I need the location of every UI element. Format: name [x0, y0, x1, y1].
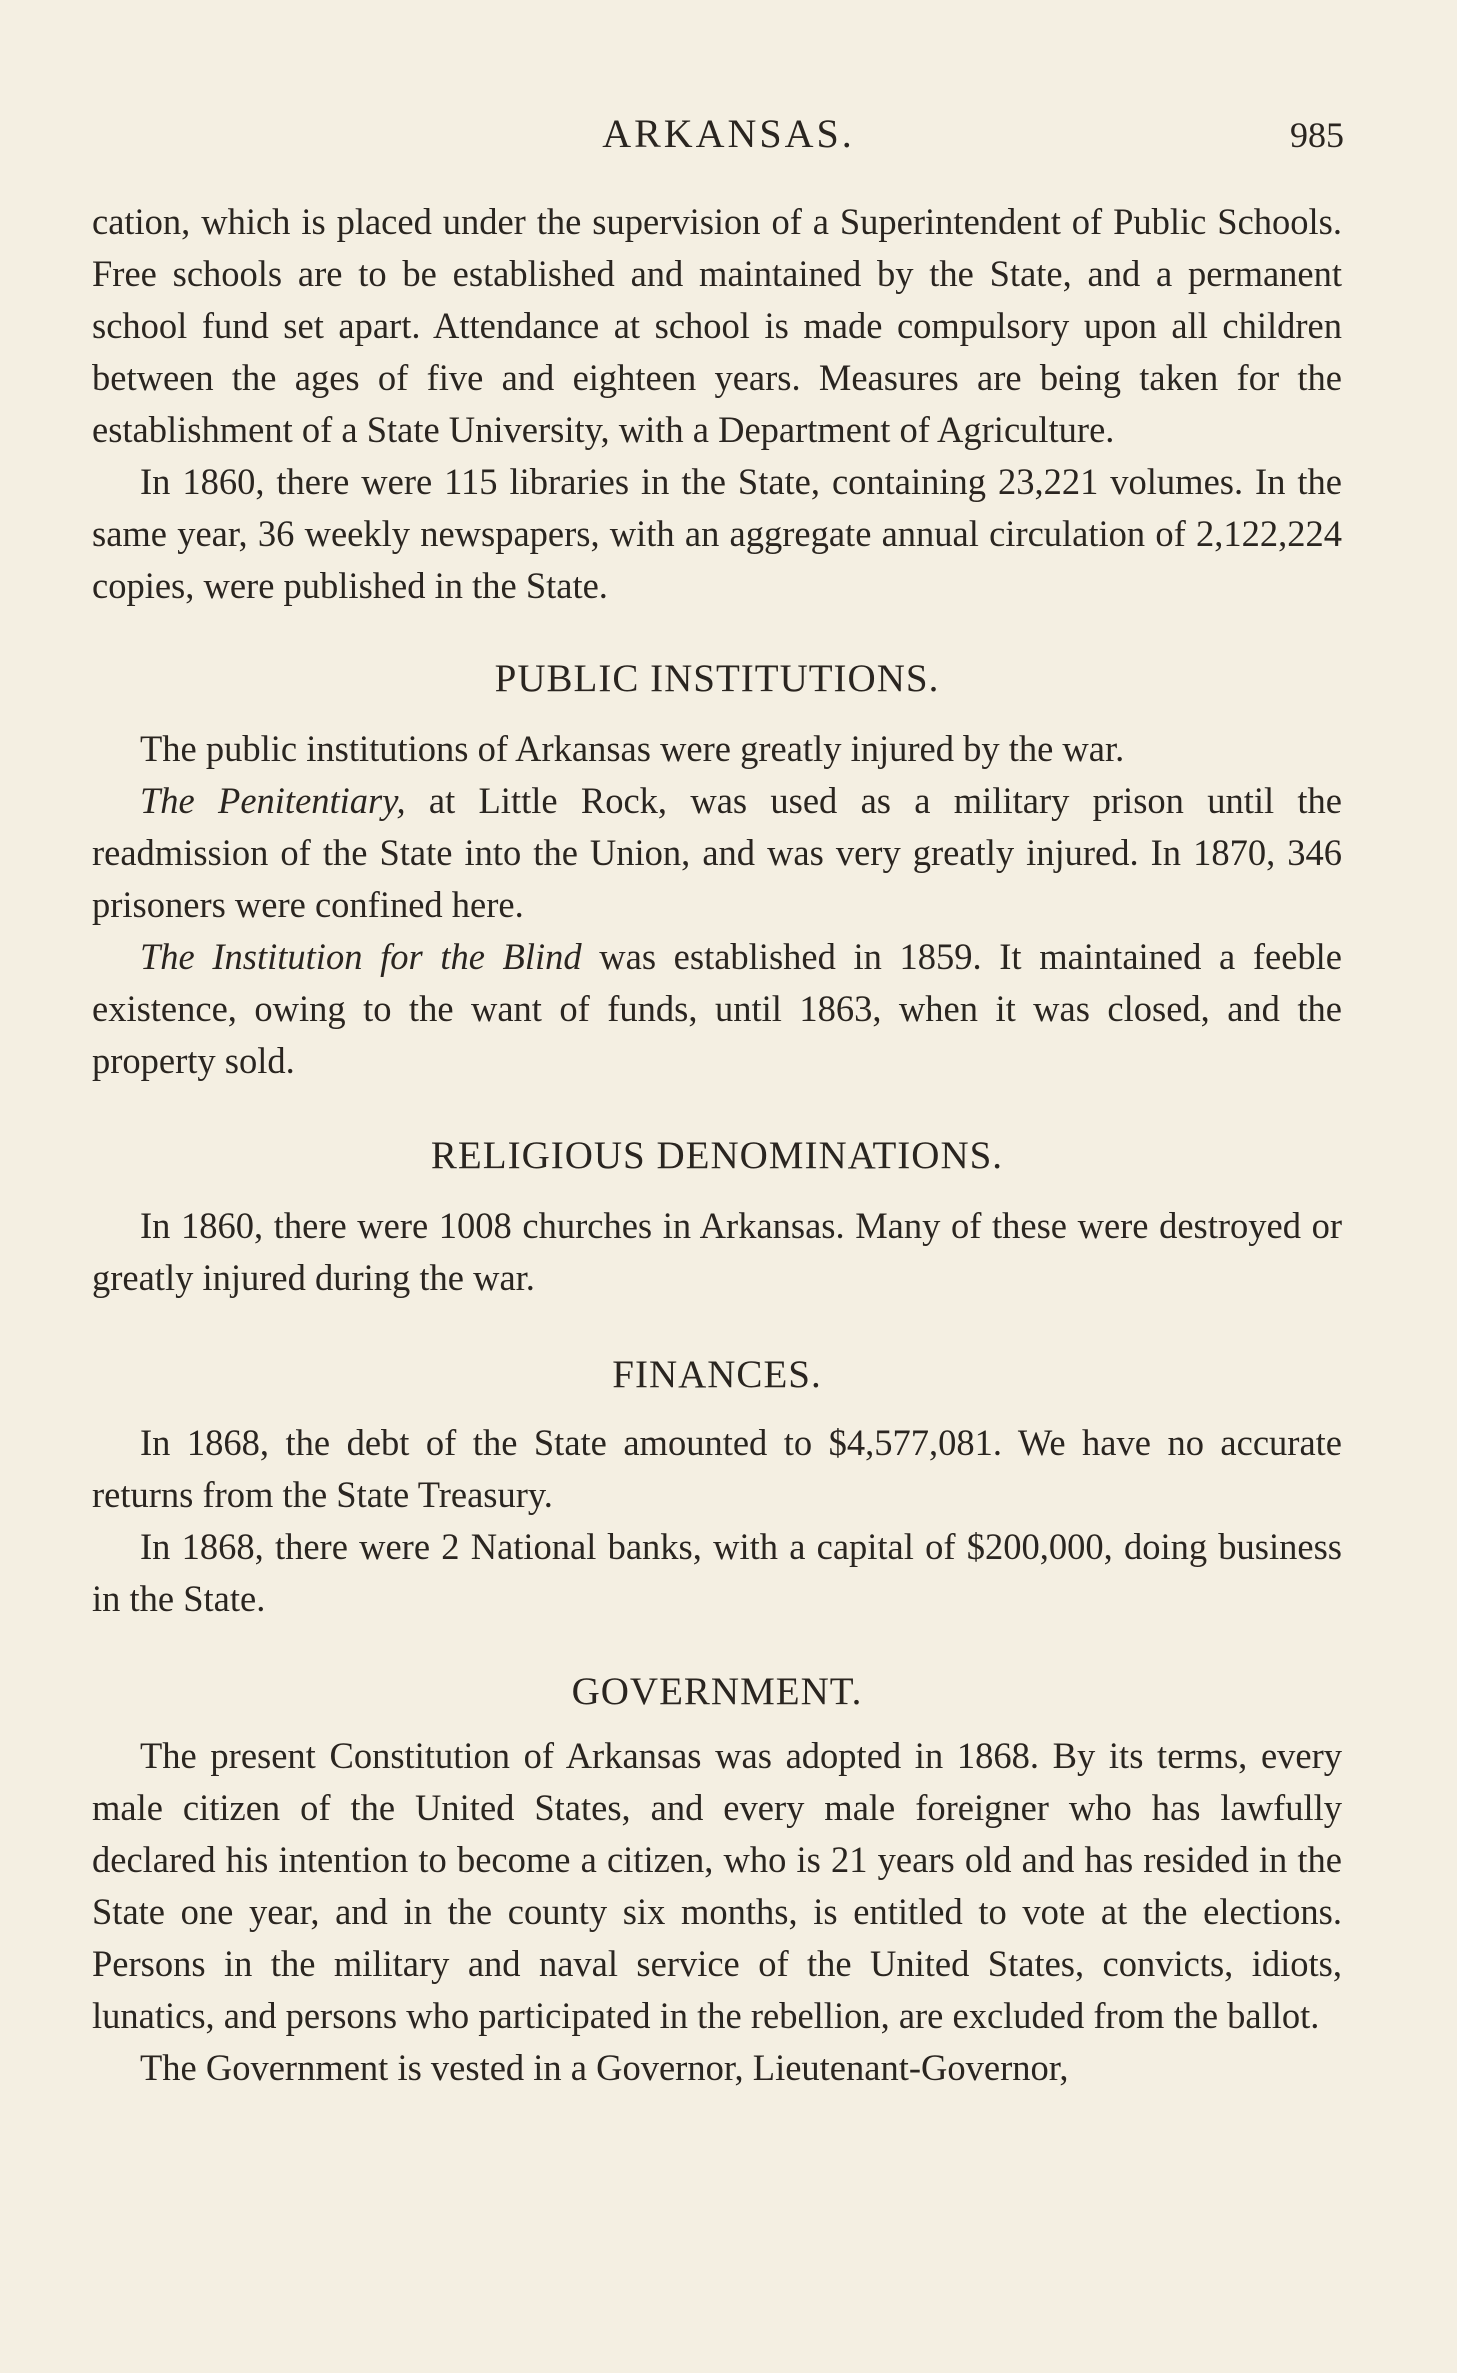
blind-institution-paragraph [92, 931, 1342, 1087]
penitentiary-title: The Penitentiary, [140, 780, 406, 821]
education-paragraph: cation, which is placed under the supervision of a Superintendent of Public Schools. Free schools are to be established and maintained by the State, and a permanent school fund set apart. Attendance at school is made compulsory upon all children between the ages of five and eighteen years. Measures are being taken for the establishment of a State University, with a Department of Agriculture. [92, 201, 1342, 450]
running-title: ARKANSAS. [602, 111, 855, 156]
government-vested-paragraph: The Government is vested in a Governor, Lieutenant-Governor, [140, 2047, 1069, 2088]
finances-heading: FINANCES. [612, 1353, 822, 1396]
libraries-paragraph: In 1860, there were 115 libraries in the State, containing 23,221 volumes. In the same year, 36 weekly newspapers, with an aggregate annual circulation of 2,122,224 copies, were published in the State. [92, 461, 1342, 606]
running-header [0, 110, 1457, 160]
blind-institution-title: The Institution for the Blind [140, 936, 582, 977]
page-number: 985 [1290, 115, 1344, 155]
banks-paragraph: In 1868, there were 2 National banks, with a capital of $200,000, doing business in the State. [92, 1526, 1342, 1619]
public-institutions-heading: PUBLIC INSTITUTIONS. [494, 657, 940, 700]
constitution-paragraph: The present Constitution of Arkansas was adopted in 1868. By its terms, every male citizen of the United States, and every male foreigner who has lawfully declared his intention to become a citizen, who is 21 years old and has resided in the State one year, and in the county six months, is entitled to vote at the elections. Persons in the military and naval service of the United States, convicts, idiots, lunatics, and persons who participated in the rebellion, are excluded from the ballot. [92, 1735, 1342, 2036]
body-text [92, 196, 1342, 2094]
penitentiary-text: at Little Rock, was used as a military prison until the readmission of the State into the Union, and was very greatly injured. In 1870, 346 prisoners were confined here. [92, 780, 1342, 925]
religious-denominations-heading: RELIGIOUS DENOMINATIONS. [430, 1134, 1004, 1177]
churches-paragraph: In 1860, there were 1008 churches in Arkansas. Many of these were destroyed or greatly injured during the war. [92, 1205, 1342, 1298]
institutions-intro-paragraph: The public institutions of Arkansas were greatly injured by the war. [140, 728, 1125, 769]
blind-institution-text: was established in 1859. It maintained a feeble existence, owing to the want of funds, until 1863, when it was closed, and the property sold. [92, 936, 1342, 1081]
state-debt-paragraph: In 1868, the debt of the State amounted to $4,577,081. We have no accurate returns from the State Treasury. [92, 1422, 1342, 1515]
government-heading: GOVERNMENT. [571, 1670, 863, 1713]
penitentiary-paragraph [92, 775, 1342, 931]
